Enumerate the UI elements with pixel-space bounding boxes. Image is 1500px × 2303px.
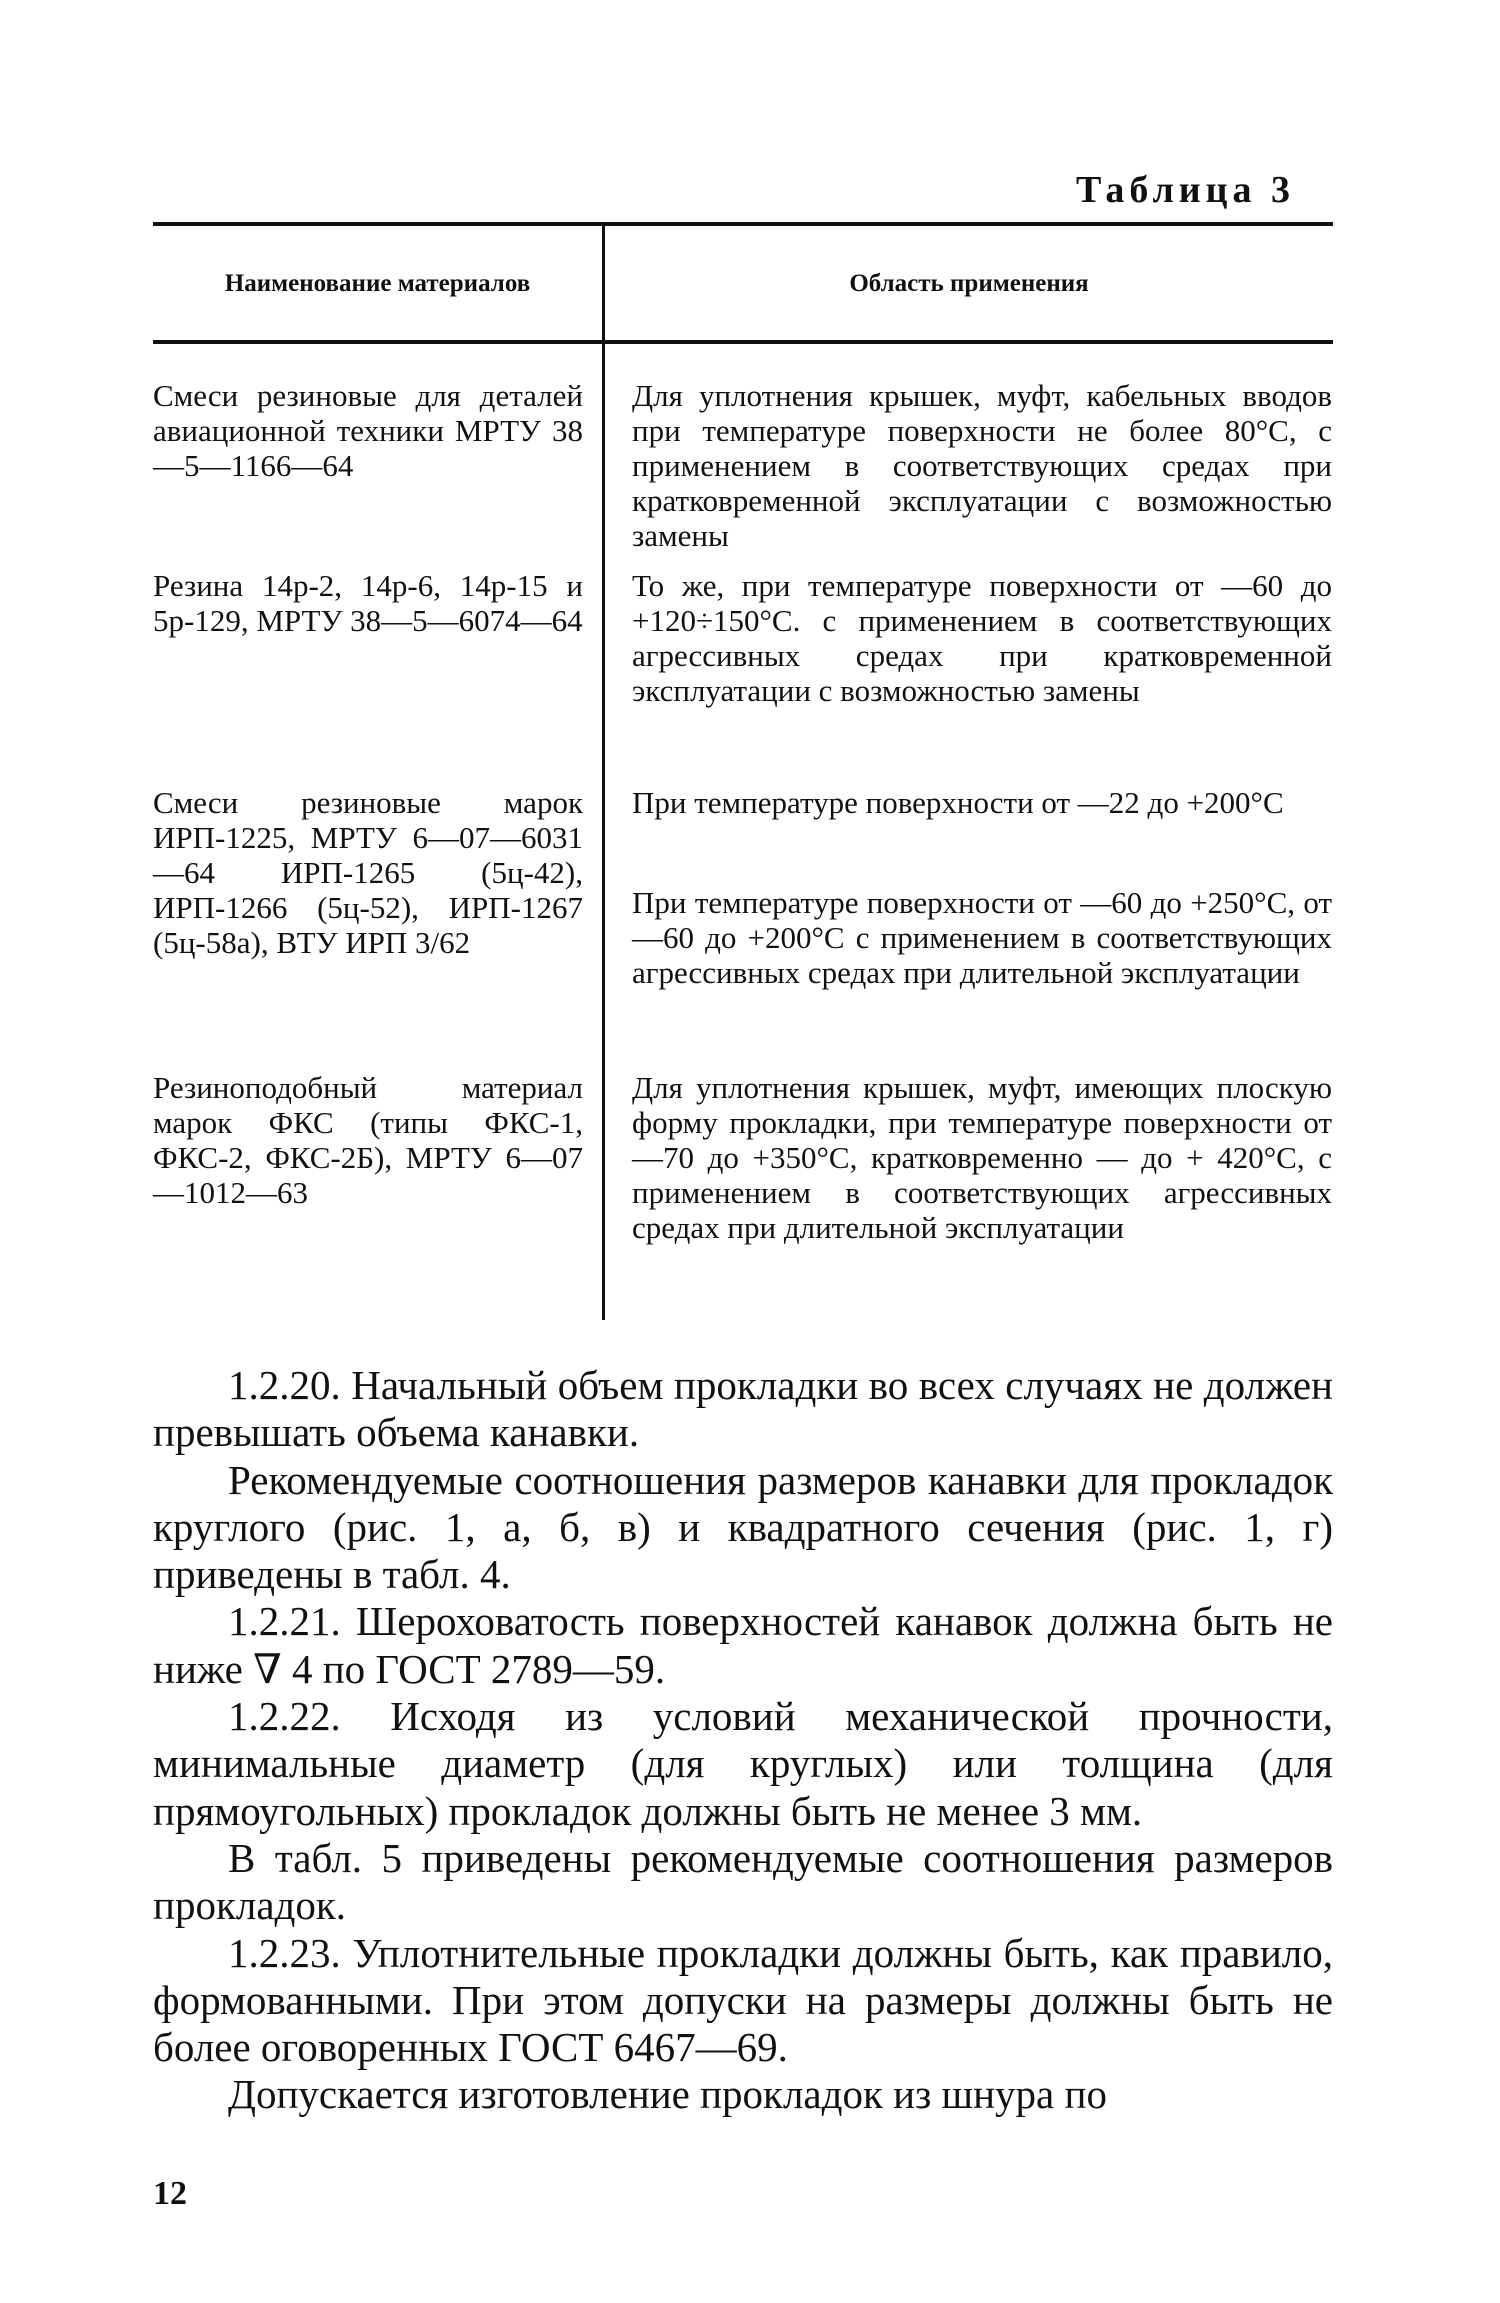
paragraph: Допускается изготовление прокладок из шнура по	[228, 2071, 1107, 2118]
paragraph: 1.2.23. Уплотнительные прокладки должны быть, как правило, формованными. При этом допуски на размеры должны быть не более оговоренных ГОСТ 6467—69.	[153, 1929, 1333, 2071]
table-header-rule	[153, 340, 1333, 344]
table-cell-material: Смеси резиновые для деталей авиационной техники МРТУ 38—5—1166—64	[153, 378, 583, 483]
table-top-rule	[153, 222, 1333, 226]
paragraph: В табл. 5 приведены рекомендуемые соотношения размеров прокладок.	[153, 1834, 1333, 1929]
application-column-header: Область применения	[849, 270, 1089, 297]
paragraph: 1.2.22. Исходя из условий механической прочности, минимальные диаметр (для круглых) или толщина (для прямоугольных) прокладок должны быть не менее 3 мм.	[153, 1693, 1333, 1834]
table-cell-application: Для уплотнения крышек, муфт, кабельных вводов при температуре поверхности не более 80°С, с применением в соответствующих средах при кратковременной эксплуатации с возможностью замены	[632, 378, 1332, 553]
page-number: 12	[153, 2175, 187, 2212]
table-cell-material: Резина 14р-2, 14р-6, 14р-15 и 5р-129, МРТУ 38—5—6074—64	[153, 568, 583, 638]
material-column-header: Наименование материалов	[224, 270, 531, 297]
table-cell-application: Для уплотнения крышек, муфт, имеющих плоскую форму прокладки, при температуре поверхности от —70 до +350°С, кратковременно — до + 420°С, с применением в соответствующих агрессивных средах при длительной эксплуатации	[632, 1070, 1332, 1245]
table-cell-application: При температуре поверхности от —60 до +250°С, от —60 до +200°С с применением в соответствующих агрессивных средах при длительной эксплуатации	[632, 885, 1332, 990]
table-cell-application: При температуре поверхности от —22 до +200°С	[632, 785, 1284, 820]
table-caption: Таблица 3	[1076, 169, 1296, 211]
body-text	[153, 1362, 1333, 2119]
table-cell-material: Резиноподобный материал марок ФКС (типы ФКС-1, ФКС-2, ФКС-2Б), МРТУ 6—07—1012—63	[153, 1070, 583, 1210]
table-cell-application: То же, при температуре поверхности от —60 до +120÷150°С. с применением в соответствующих агрессивных средах при кратковременной эксплуатации с возможностью замены	[632, 568, 1332, 708]
paragraph: Рекомендуемые соотношения размеров канавки для прокладок круглого (рис. 1, а, б, в) и квадратного сечения (рис. 1, г) приведены в табл. 4.	[153, 1456, 1333, 1598]
table-column-divider	[602, 222, 605, 1320]
paragraph: 1.2.21. Шероховатость поверхностей канавок должна быть не ниже ∇ 4 по ГОСТ 2789—59.	[153, 1598, 1333, 1692]
paragraph: 1.2.20. Начальный объем прокладки во всех случаях не должен превышать объема канавки.	[153, 1362, 1333, 1456]
table-cell-material: Смеси резиновые марок ИРП-1225, МРТУ 6—07—6031—64 ИРП-1265 (5ц-42), ИРП-1266 (5ц-52), ИРП-1267 (5ц-58а), ВТУ ИРП 3/62	[153, 785, 583, 960]
